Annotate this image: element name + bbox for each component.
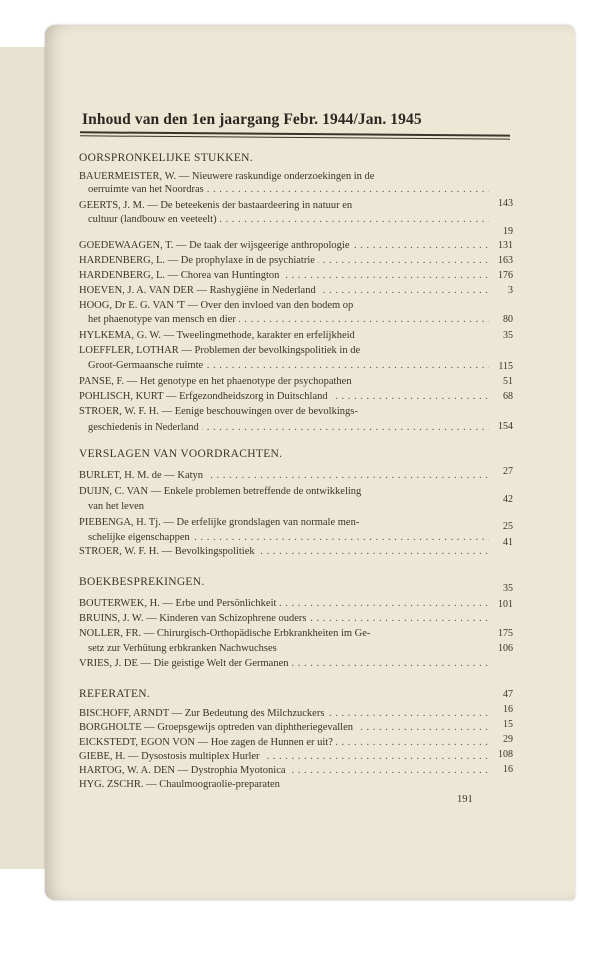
toc-line: van het leven [88,500,489,514]
toc-page-number: 35 [503,330,513,341]
toc-line: BRUINS, J. W. — Kinderen van Schizophrene ouders . . . [79,612,489,626]
toc-page-number: 25 [503,521,513,532]
toc-page-number: 68 [503,391,513,402]
toc-line: HOEVEN, J. A. VAN DER — Rashygiëne in Nederland . . . [79,284,489,298]
toc-line: BURLET, H. M. de — Katyn . . . [79,469,489,483]
toc-line: PANSE, F. — Het genotype en het phaenotype der psychopathen [79,375,489,389]
toc-line: oerruimte van het Noordras . . . [88,183,489,197]
toc-line: STROER, W. F. H. — Bevolkingspolitiek . . . [79,545,489,559]
toc-line: HARDENBERG, L. — Chorea van Huntington . . . [79,269,489,283]
toc-page-number: 176 [498,270,513,281]
toc-page-number: 131 [498,240,513,251]
toc-line: STROER, W. F. H. — Eenige beschouwingen over de bevolkings- [79,405,489,419]
toc-page-number: 42 [503,494,513,505]
toc-page-number: 143 [498,198,513,209]
toc-line: PIEBENGA, H. Tj. — De erfelijke grondslagen van normale men- [79,516,489,530]
toc-page-number: 35 [503,583,513,594]
toc-page-number: 101 [498,599,513,610]
toc-page-number: 27 [503,466,513,477]
toc-line: BORGHOLTE — Groepsgewijs optreden van diphtheriegevallen . . . [79,721,489,735]
section-heading-original: OORSPRONKELIJKE STUKKEN. [79,152,253,164]
toc-page-number: 16 [503,704,513,715]
toc-page-number: 80 [503,314,513,325]
toc-line: geschiedenis in Nederland . . . [88,421,489,435]
toc-line: setz zur Verhütung erbkranken Nachwuchses [88,642,489,656]
toc-line: NOLLER, FR. — Chirurgisch-Orthopädische Erbkrankheiten im Ge- [79,627,489,641]
toc-page-number: 175 [498,628,513,639]
toc-line: BAUERMEISTER, W. — Nieuwere raskundige onderzoekingen in de [79,170,489,184]
toc-line: HOOG, Dr E. G. VAN 'T — Over den invloed van den bodem op [79,299,489,313]
toc-page-number: 106 [498,643,513,654]
toc-line: POHLISCH, KURT — Erfgezondheidszorg in Duitschland . . . [79,390,489,404]
toc-line: HYG. ZSCHR. — Chaulmoograolie-preparaten [79,778,489,792]
book-page [45,25,575,900]
toc-line: HYLKEMA, G. W. — Tweelingmethode, karakter en erfelijkheid [79,329,489,343]
toc-page-number: 41 [503,537,513,548]
toc-line: GEERTS, J. M. — De beteekenis der bastaardeering in natuur en [79,199,489,213]
toc-page-number: 108 [498,749,513,760]
toc-page-number: 29 [503,734,513,745]
toc-page-number: 15 [503,719,513,730]
page-title: Inhoud van den 1en jaargang Febr. 1944/Jan. 1945 [82,111,422,128]
toc-line: HARDENBERG, L. — De prophylaxe in de psychiatrie . . . [79,254,489,268]
toc-line: DUIJN, C. VAN — Enkele problemen betreffende de ontwikkeling [79,485,489,499]
toc-page-number: 154 [498,421,513,432]
toc-line: Groot-Germaansche ruimte . . . [88,359,489,373]
toc-line: schelijke eigenschappen . . . [88,531,489,545]
section-heading-lectures: VERSLAGEN VAN VOORDRACHTEN. [79,448,283,460]
page-number: 191 [457,794,473,805]
section-heading-reviews: BOEKBESPREKINGEN. [79,576,205,588]
toc-line: GOEDEWAAGEN, T. — De taak der wijsgeerige anthropologie . . . [79,239,489,253]
toc-page-number: 115 [498,361,513,372]
toc-page-number: 51 [503,376,513,387]
toc-page-number: 47 [503,689,513,700]
facing-page-edge [0,47,49,869]
toc-line: cultuur (landbouw en veeteelt) . . . [88,213,489,227]
toc-line: het phaenotype van mensch en dier . . . [88,313,489,327]
toc-line: BISCHOFF, ARNDT — Zur Bedeutung des Milchzuckers . . . [79,707,489,721]
toc-page-number: 163 [498,255,513,266]
toc-line: HARTOG, W. A. DEN — Dystrophia Myotonica . . . [79,764,489,778]
toc-page-number: 16 [503,764,513,775]
toc-line: BOUTERWEK, H. — Erbe und Persönlichkeit . . . [79,597,489,611]
toc-line: VRIES, J. DE — Die geistige Welt der Germanen . . . [79,657,489,671]
toc-line: LOEFFLER, LOTHAR — Problemen der bevolkingspolitiek in de [79,344,489,358]
toc-page-number: 3 [508,285,513,296]
toc-page-number: 19 [503,226,513,237]
toc-line: GIEBE, H. — Dysostosis multiplex Hurler . . . [79,750,489,764]
toc-line: EICKSTEDT, EGON VON — Hoe zagen de Hunnen er uit? . . . [79,736,489,750]
section-heading-abstracts: REFERATEN. [79,688,151,700]
